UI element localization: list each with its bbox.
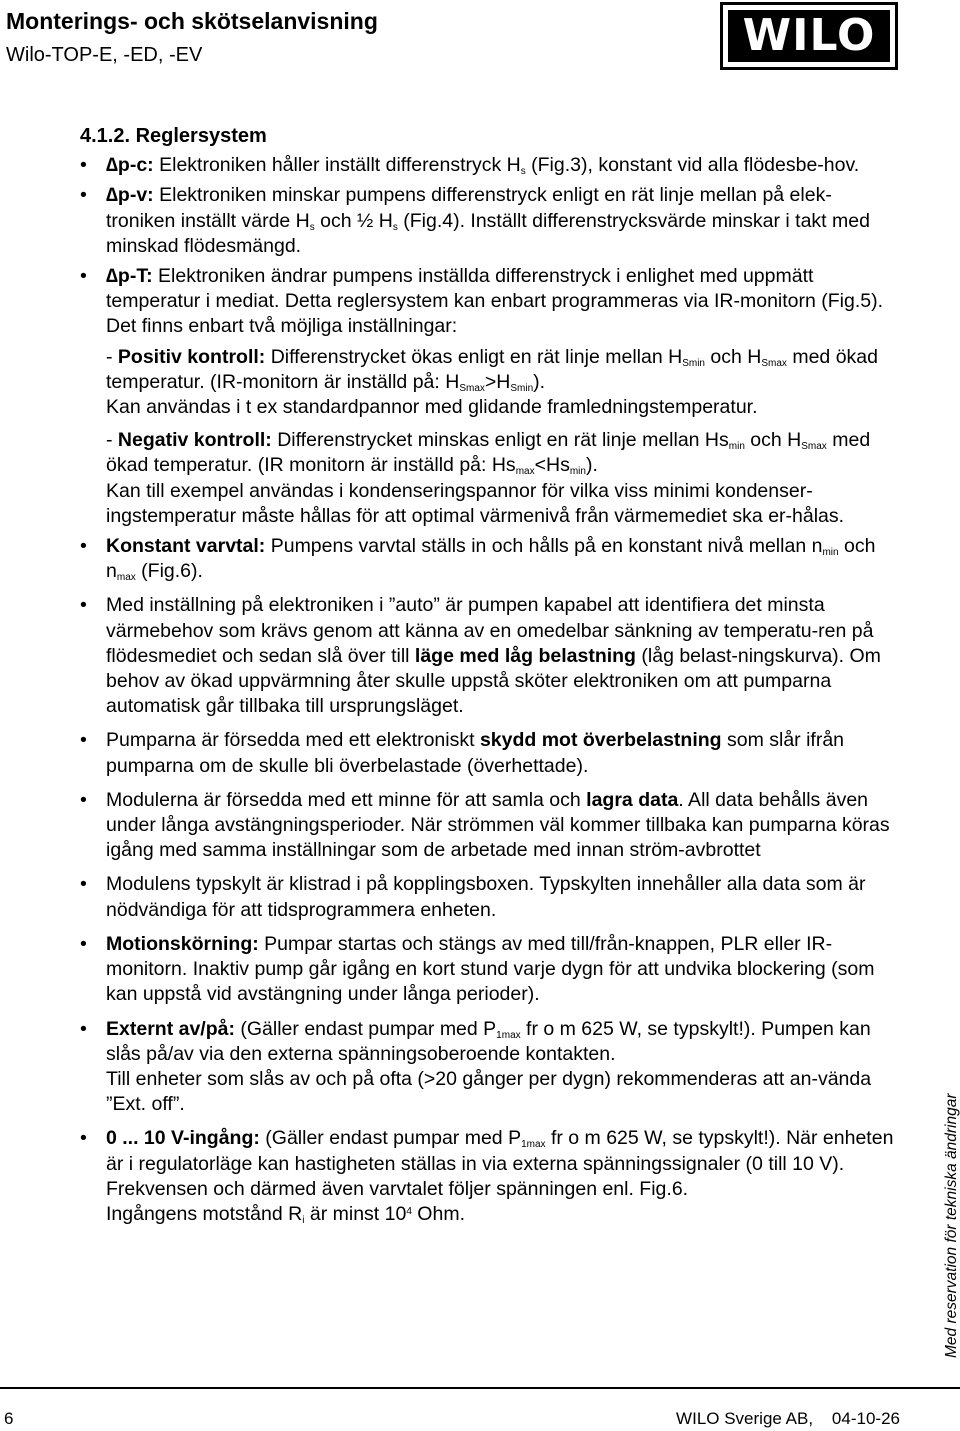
list-item-vingang: • 0 ... 10 V-ingång: (Gäller endast pumpar med $P_{1max}$ fr o m 625 W, se typskylt!). När enheten är i regulatorläge kan hastigheten ställas in via externa spänningssignaler (0 till 10 V). Frekvensen och därmed även varvtalet följer spänningen enl. Fig.6. Ingångens motstånd $R_i$ är minst $10^4$ Ohm. <box>80 1126 900 1227</box>
list-item-konstant: • Konstant varvtal: Pumpens varvtal ställs in och hålls på en konstant nivå mellan $n_{min}$ och $n_{max}$ (Fig.6). <box>80 535 876 584</box>
input-resistance: Ingångens motstånd $R_i$ är minst $10^4$ Ohm. <box>106 1202 465 1226</box>
list-item-externt: • Externt av/på: (Gäller endast pumpar med $P_{1max}$ fr o m 625 W, se typskylt!). Pumpen kan slås på/av via den externa spänningsoberoende kontakten. Till enheter som slås av och på ofta (>20 gånger per dygn) rekommenderas att an-vända ”Ext. off”. <box>80 1017 900 1118</box>
list-item-typskylt: • Modulens typskylt är klistrad i på kopplingsboxen. Typskylten innehåller alla data som är nödvändiga för att tidsprogrammera enheten. <box>80 873 866 921</box>
wilo-logo-text: WILO <box>728 10 890 62</box>
footer-divider <box>0 1387 960 1389</box>
list-item-pv: • ∆p-v: Elektroniken minskar pumpens differenstryck enligt en rät linje mellan på elek-troniken inställt värde $H_s$ och ½ $H_s$ (Fig.4). Inställt differenstrycksvärde minskar i takt med minskad flödesmängd. <box>80 184 870 257</box>
bullet: • <box>80 184 87 207</box>
positive-control: - Positiv kontroll: Differenstrycket ökas enligt en rät linje mellan $H_{Smin}$ och $H_{Smax}$ med ökad temperatur. (IR-monitorn är inställd på: $H_{Smax}>H_{Smin}$). <box>106 345 878 394</box>
list-item-pc: • ∆p-c: Elektroniken håller inställt differenstryck $H_s$ (Fig.3), konstant vid alla flödesbe-hov. <box>80 154 860 178</box>
list-item-pt: • ∆p-T: Elektroniken ändrar pumpens inställda differenstryck i enlighet med uppmätt temperatur i mediat. Detta reglersystem kan enbart programmeras via IR-monitorn (Fig.5). Det finns enbart två möjliga inställningar: - Positiv kontroll: Differenstrycket ökas enligt en rät linje mellan $H_{Smin}$ och $H_{Smax}$ med ökad temperatur. (IR-monitorn är inställd på: $H_{Smax}>H_{Smin}$). Kan användas i t ex standardpannor med glidande framledningstemperatur. - Negativ kontroll: Differenstrycket minskas enligt en rät linje mellan $Hs_{min}$ och $H_{Smax}$ med ökad temperatur. (IR monitorn är inställd på: $Hs_{max}<Hs_{min}$). Kan till exempel användas i kondenseringspannor för vilka viss minimi kondenser-ingstemperatur måste hållas för att optimal värmenivå från värmemediet ska er-hålas. <box>80 264 900 529</box>
pt-intro: Det finns enbart två möjliga inställningar: <box>106 315 458 338</box>
externt-label: Externt av/på: <box>106 1017 235 1040</box>
footer-company-date: WILO Sverige AB, 04-10-26 <box>676 1409 900 1428</box>
list-item-minne: • Modulerna är försedda med ett minne för att samla och lagra data. All data behålls även under långa avstängningsperioder. När strömmen väl kommer tillbaka kan pumparna köras igång med samma inställningar som de arbetade med innan ström-avbrottet <box>80 788 890 862</box>
positive-control-usage: Kan användas i t ex standardpannor med glidande framledningstemperatur. <box>106 396 758 419</box>
bullet: • <box>80 594 87 617</box>
main-content <box>80 124 900 1236</box>
reservation-note: Med reservation för tekniska ändringar <box>943 1093 960 1358</box>
bullet: • <box>80 265 87 288</box>
vingang-label: 0 ... 10 V-ingång: <box>106 1127 260 1150</box>
wilo-logo <box>720 2 898 70</box>
bullet: • <box>80 535 87 558</box>
motion-label: Motionskörning: <box>106 932 259 955</box>
bullet: • <box>80 1017 87 1040</box>
bullet: • <box>80 873 87 896</box>
negative-control: - Negativ kontroll: Differenstrycket minskas enligt en rät linje mellan $Hs_{min}$ och $H_{Smax}$ med ökad temperatur. (IR monitorn är inställd på: $Hs_{max}<Hs_{min}$). <box>106 429 871 478</box>
list-item-skydd: • Pumparna är försedda med ett elektroniskt skydd mot överbelastning som slår ifrån pumparna om de skulle bli överbelastade (överhettade). <box>80 729 845 777</box>
list-item-motion: • Motionskörning: Pumpar startas och stängs av med till/från-knappen, PLR eller IR-monitorn. Inaktiv pump går igång en kort stund varje dygn för att undvika blockering (som kan uppstå vid avstängning under långa perioder). <box>80 932 875 1006</box>
page-number: 6 <box>4 1409 14 1428</box>
bullet: • <box>80 154 87 177</box>
list-item-auto: • Med inställning på elektroniken i ”auto” är pumpen kapabel att identifiera det minsta värmebehov som krävs genom att känna av en omedelbar sänkning av temperatu-ren på flödesmediet och sedan slå över till läge med låg belastning (låg belast-ningskurva). Om behov av ökad uppvärmning åter skulle uppstå sköter elektroniken om att pumparna automatisk går tillbaka till ursprungsläget. <box>80 594 881 718</box>
pv-label: ∆p-v: <box>106 184 154 207</box>
section-heading: 4.1.2. Reglersystem <box>80 125 267 147</box>
bullet: • <box>80 729 87 752</box>
document-title: Monterings- och skötselanvisning <box>6 8 378 34</box>
bullet: • <box>80 788 87 811</box>
pt-label: ∆p-T: <box>106 265 153 288</box>
pc-label: ∆p-c: <box>106 154 154 177</box>
externt-note: Till enheter som slås av och på ofta (>20 gånger per dygn) rekommenderas att an-vända ”Ext. off”. <box>106 1067 872 1116</box>
bullet: • <box>80 932 87 955</box>
document-subtitle: Wilo-TOP-E, -ED, -EV <box>6 44 203 66</box>
bullet: • <box>80 1127 87 1150</box>
negative-control-usage: Kan till exempel användas i kondenseringspannor för vilka viss minimi kondenser-ingstemperatur måste hållas för att optimal värmenivå från värmemediet ska er-hålas. <box>106 479 845 527</box>
konstant-label: Konstant varvtal: <box>106 535 266 558</box>
